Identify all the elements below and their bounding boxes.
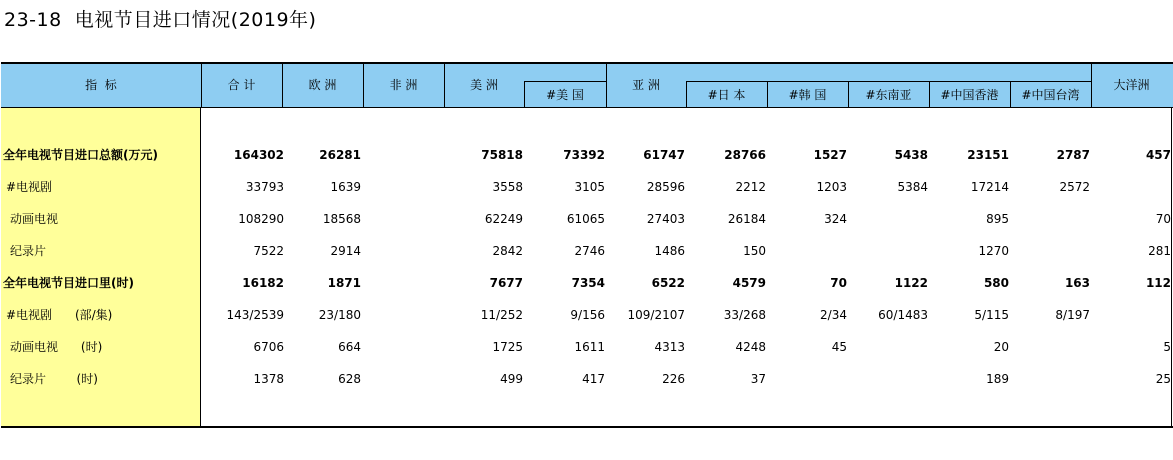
table-cell: 1725 (492, 340, 523, 354)
table-cell: 1639 (330, 180, 361, 194)
table-rule (1, 426, 1173, 428)
header-oceania: 大洋洲 (1113, 78, 1150, 92)
table-cell: 26281 (319, 148, 361, 162)
header-southeast-asia: #东南亚 (865, 88, 912, 102)
table-cell: 75818 (481, 148, 523, 162)
table-cell: 28596 (646, 180, 685, 194)
row-label: #电视剧 (6, 180, 53, 194)
table-cell: 11/252 (480, 308, 523, 322)
table-cell: 1270 (978, 244, 1009, 258)
table-cell: 61065 (566, 212, 605, 226)
table-cell: 1486 (654, 244, 685, 258)
table-cell: 23151 (967, 148, 1009, 162)
header-usa: #美 国 (546, 88, 584, 102)
table-cell: 1871 (327, 276, 361, 290)
header-asia: 亚 洲 (632, 78, 660, 92)
table-cell: 16182 (242, 276, 284, 290)
table-divider (200, 108, 201, 426)
table-cell: 1203 (816, 180, 847, 194)
table-cell: 2212 (735, 180, 766, 194)
header-africa: 非 洲 (389, 78, 418, 92)
table-cell: 73392 (563, 148, 605, 162)
row-label: 动画电视 (10, 212, 59, 226)
table-cell: 26184 (727, 212, 766, 226)
table-rule (1, 107, 1173, 108)
table-cell: 417 (582, 372, 605, 386)
table-cell: 664 (338, 340, 361, 354)
table-cell: 5/115 (974, 308, 1009, 322)
table-cell: 37 (750, 372, 766, 386)
table-cell: 2787 (1056, 148, 1090, 162)
table-cell: 4313 (654, 340, 685, 354)
table-cell: 7677 (489, 276, 523, 290)
table-cell: 2572 (1059, 180, 1090, 194)
table-cell: 6522 (651, 276, 685, 290)
row-label: 纪录片 (时) (10, 372, 98, 386)
table-cell: 1378 (253, 372, 284, 386)
table-cell: 1611 (574, 340, 605, 354)
table-cell: 9/156 (570, 308, 605, 322)
table-cell: 23/180 (318, 308, 361, 322)
table-cell: 8/197 (1055, 308, 1090, 322)
header-indicator: 指 标 (85, 78, 117, 92)
table-cell: 3558 (492, 180, 523, 194)
table-cell: 62249 (484, 212, 523, 226)
table-cell: 457 (1145, 148, 1171, 162)
table-cell: 109/2107 (627, 308, 685, 322)
table-cell: 4579 (732, 276, 766, 290)
table-cell: 895 (986, 212, 1009, 226)
table-rule (686, 81, 1091, 82)
table-cell: 18568 (322, 212, 361, 226)
table-divider (1171, 108, 1172, 426)
header-korea: #韩 国 (788, 88, 827, 102)
row-label: 全年电视节目进口里(时) (3, 276, 134, 290)
table-cell: 6706 (253, 340, 284, 354)
table-cell: 108290 (238, 212, 284, 226)
table-cell: 28766 (724, 148, 766, 162)
table-cell: 164302 (233, 148, 284, 162)
table-cell: 70 (830, 276, 847, 290)
table-cell: 112 (1145, 276, 1171, 290)
table-cell: 2/34 (820, 308, 847, 322)
table-cell: 580 (983, 276, 1009, 290)
header-hongkong: #中国香港 (940, 88, 999, 102)
row-label: #电视剧 (部/集) (6, 308, 113, 322)
table-cell: 60/1483 (878, 308, 928, 322)
row-label: 全年电视节目进口总额(万元) (3, 148, 158, 162)
header-europe: 欧 洲 (308, 78, 337, 92)
table-cell: 226 (662, 372, 685, 386)
table-cell: 61747 (643, 148, 685, 162)
table-cell: 163 (1064, 276, 1090, 290)
table-cell: 499 (500, 372, 523, 386)
table-cell: 17214 (970, 180, 1009, 194)
table-cell: 1122 (894, 276, 928, 290)
table-cell: 5384 (897, 180, 928, 194)
table-cell: 7522 (253, 244, 284, 258)
header-taiwan: #中国台湾 (1021, 88, 1080, 102)
table-cell: 5 (1163, 340, 1171, 354)
table-cell: 2746 (574, 244, 605, 258)
table-cell: 281 (1148, 244, 1171, 258)
header-japan: #日 本 (707, 88, 746, 102)
table-rule (524, 81, 606, 82)
page-title: 23-18 电视节目进口情况(2019年) (4, 9, 317, 31)
table-cell: 189 (986, 372, 1009, 386)
table-cell: 20 (993, 340, 1009, 354)
table-cell: 45 (831, 340, 847, 354)
table-cell: 628 (338, 372, 361, 386)
table-cell: 1527 (813, 148, 847, 162)
table-cell: 150 (743, 244, 766, 258)
table-cell: 3105 (574, 180, 605, 194)
table-cell: 33/268 (723, 308, 766, 322)
table-cell: 70 (1155, 212, 1171, 226)
table-cell: 25 (1155, 372, 1171, 386)
table-cell: 27403 (646, 212, 685, 226)
row-label: 纪录片 (10, 244, 47, 258)
table-cell: 7354 (571, 276, 605, 290)
header-total: 合 计 (227, 78, 256, 92)
table-cell: 324 (824, 212, 847, 226)
header-americas: 美 洲 (470, 78, 498, 92)
table-cell: 4248 (735, 340, 766, 354)
table-cell: 2914 (330, 244, 361, 258)
table-cell: 143/2539 (226, 308, 284, 322)
row-label: 动画电视 (时) (10, 340, 103, 354)
table-cell: 2842 (492, 244, 523, 258)
table-cell: 5438 (894, 148, 928, 162)
table-rule (1, 62, 1173, 64)
table-cell: 33793 (245, 180, 284, 194)
